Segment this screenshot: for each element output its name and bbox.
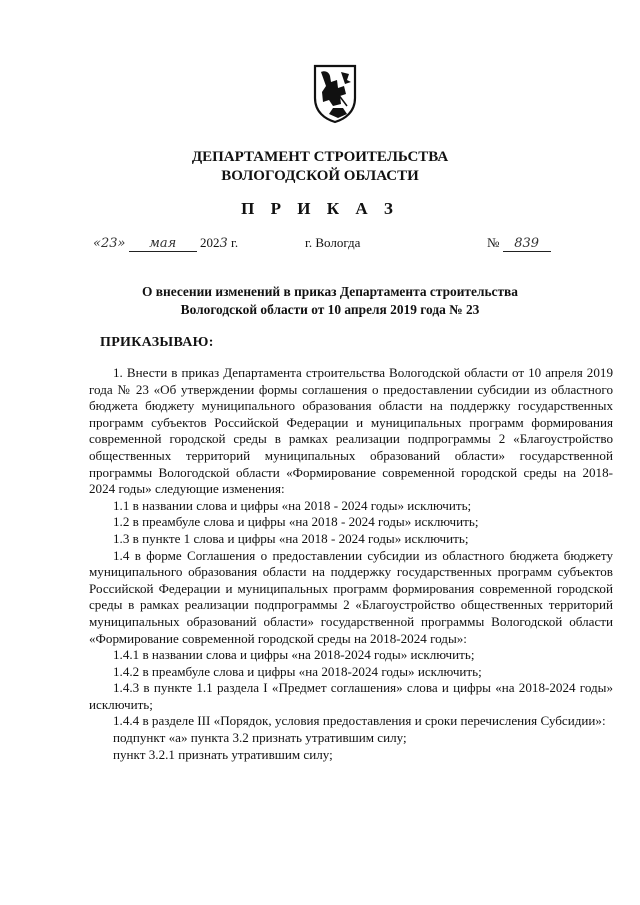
date-month: мая <box>129 236 197 252</box>
paragraph-1-1: 1.1 в названии слова и цифры «на 2018 - 2024 годы» исключить; <box>113 497 472 513</box>
order-date <box>93 235 238 252</box>
date-year-digit: 3 <box>219 236 228 251</box>
department-line-1: ДЕПАРТАМЕНТ СТРОИТЕЛЬСТВА <box>191 149 449 165</box>
subparagraph-a: подпункт «а» пункта 3.2 признать утратившим силу; <box>113 730 407 746</box>
date-day: «23» <box>93 236 126 251</box>
paragraph-1-4-3: 1.4.3 в пункте 1.1 раздела I «Предмет соглашения» слова и цифры «на 2018-2024 годы» исключить; <box>89 680 613 712</box>
subject-line-2: Вологодской области от 10 апреля 2019 года № 23 <box>180 302 480 317</box>
order-subject <box>60 283 600 319</box>
department-line-2: ВОЛОГОДСКОЙ ОБЛАСТИ <box>221 168 419 184</box>
subparagraph-3-2-1: пункт 3.2.1 признать утратившим силу; <box>113 746 333 762</box>
city: г. Вологда <box>305 235 361 250</box>
order-number <box>487 235 551 252</box>
number-prefix: № <box>487 235 500 250</box>
paragraph-1-3: 1.3 в пункте 1 слова и цифры «на 2018 - 2024 годы» исключить; <box>113 530 469 546</box>
order-body <box>89 365 613 763</box>
subject-line-1: О внесении изменений в приказ Департамента строительства <box>142 284 518 299</box>
document-type: П Р И К А З <box>241 199 399 218</box>
coat-of-arms-icon <box>311 62 359 124</box>
paragraph-1-4-1: 1.4.1 в названии слова и цифры «на 2018-2024 годы» исключить; <box>113 647 475 663</box>
paragraph-1-4-4: 1.4.4 в разделе III «Порядок, условия предоставления и сроки перечисления Субсидии»: <box>113 713 606 729</box>
number-value: 839 <box>503 236 551 252</box>
department-title <box>0 148 640 186</box>
paragraph-1: 1. Внести в приказ Департамента строительства Вологодской области от 10 апреля 2019 года № 23 «Об утверждении формы соглашения о предоставлении субсидии из областного бюджета бюджету муниципального образования области на поддержку государственных программ субъектов Российской Федерации и муниципальных программ формирования современной городской среды в рамках реализации подпрограммы 2 «Благоустройство общественных территорий муниципальных образований области» государственной программы Вологодской области «Формирование современной городской среды на 2018-2024 годы» следующие изменения: <box>89 365 613 497</box>
paragraph-1-4-2: 1.4.2 в преамбуле слова и цифры «на 2018-2024 годы» исключить; <box>113 663 482 679</box>
paragraph-1-2: 1.2 в преамбуле слова и цифры «на 2018 - 2024 годы» исключить; <box>113 514 479 530</box>
paragraph-1-4: 1.4 в форме Соглашения о предоставлении субсидии из областного бюджета бюджету муниципального образования области на поддержку государственных программ субъектов Российской Федерации и муниципальных программ формирования современной городской среды в рамках реализации подпрограммы 2 «Благоустройство общественных территорий муниципальных образований области» государственной программы Вологодской области «Формирование современной городской среды на 2018-2024 годы»: <box>89 547 613 646</box>
order-word: ПРИКАЗЫВАЮ: <box>100 335 214 350</box>
date-year-prefix: 202 <box>199 235 220 250</box>
date-year-suffix: г. <box>230 235 239 250</box>
